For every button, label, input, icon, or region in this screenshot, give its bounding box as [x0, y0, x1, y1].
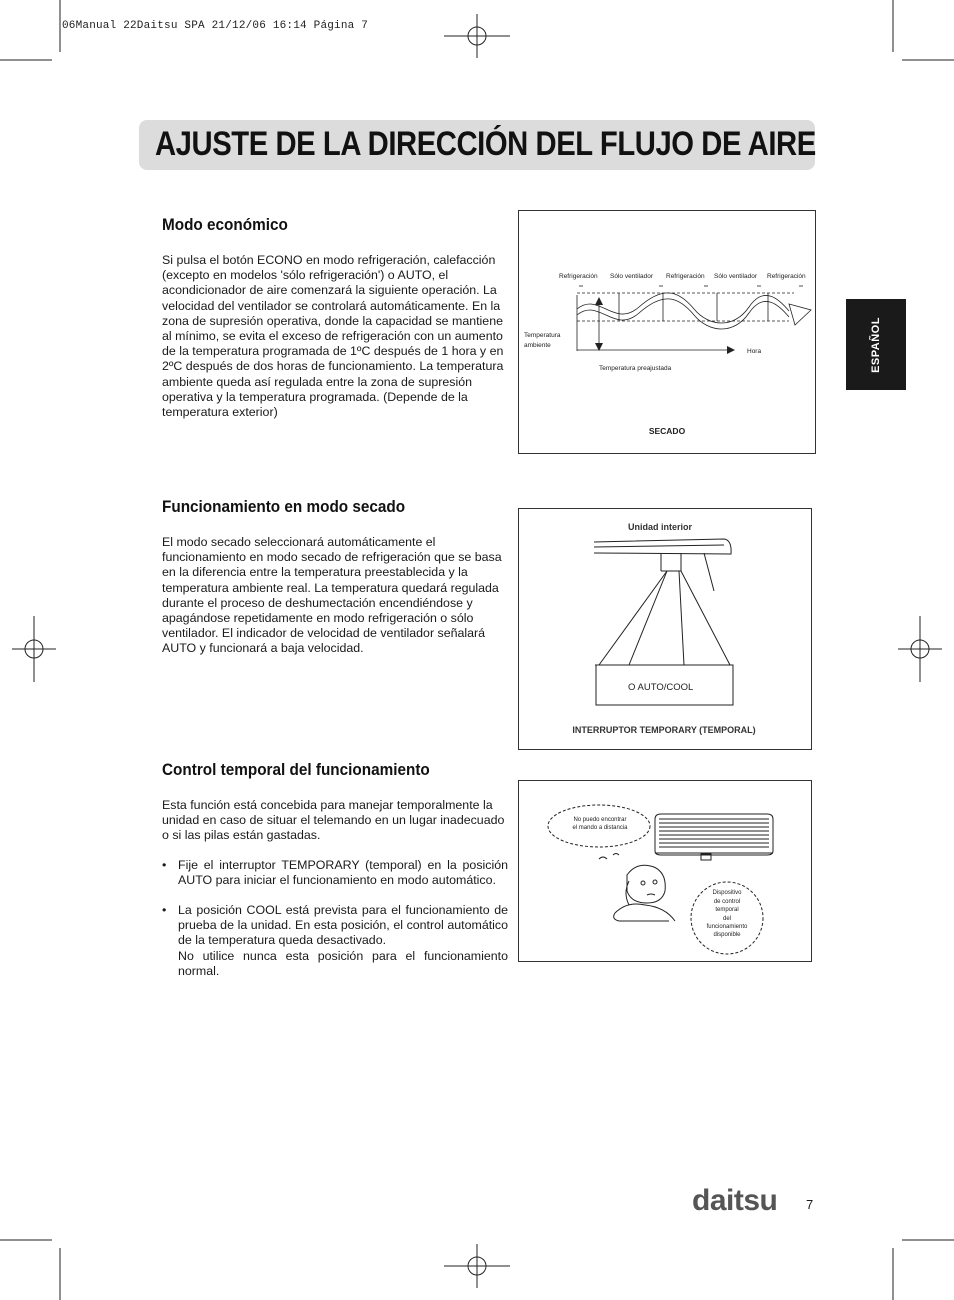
ambient-temp-label: ambiente	[524, 342, 551, 349]
ambient-temp-label: Temperatura	[524, 332, 561, 339]
mode-label: Refrigeración	[559, 273, 598, 280]
bubble-text: No puedo encontrar	[573, 817, 627, 823]
econo-paragraph: Si pulsa el botón ECONO en modo refrigeración, calefacción (excepto en modelos 'sólo refrigeración') o AUTO, el acondicionador de aire comenzará la siguiente operación. La velocidad del ventilador se controlará automáticamente. En la zona de supresión operativa, donde la capacidad se mantiene al mínimo, se evita el exceso de refrigeración con un aumento de la temperatura programada de 1ºC después de 1 hora y en 2ºC después de dos horas de funcionamiento. La temperatura ambiente queda así regulada entre la zona de supresión operativa y la temperatura programada. (Depende de la temperatura exterior)	[162, 253, 504, 420]
person-icon	[599, 854, 675, 922]
section-text-econo	[162, 253, 510, 420]
brand-wordmark: daitsu	[692, 1185, 778, 1217]
bullet-dot: •	[162, 857, 167, 872]
figure-remote	[518, 780, 812, 962]
bullet-dot: •	[162, 903, 167, 918]
device-text: funcionamiento	[706, 924, 748, 930]
secado-paragraph: El modo secado seleccionará automáticamente el funcionamiento en modo secado de refrigeración que se basa en la diferencia entre la temperatura preestablecida y la temperatura ambiente real. La temperatura quedará regulada durante el proceso de deshumectación encendiéndose y apagándose repetidamente en modo refrigeración o sólo ventilador. El indicador de velocidad de ventilador señalará AUTO y funcionará a baja velocidad.	[162, 535, 502, 656]
device-text: de control	[713, 899, 741, 905]
mode-label: Sólo ventilador	[610, 273, 653, 280]
bubble-text: el mando a distancia	[572, 825, 628, 831]
section-heading-temporal: Control temporal del funcionamiento	[162, 760, 430, 779]
bullet-text: La posición COOL está prevista para el funcionamiento de prueba de la unidad. En esta posición, el control automático de la temperatura queda desactivado.	[178, 903, 508, 948]
remote-diagram	[519, 781, 811, 961]
figure-indoor-unit	[518, 508, 812, 750]
bullet-item	[162, 858, 508, 888]
mode-label: Sólo ventilador	[714, 273, 757, 280]
mode-label: Refrigeración	[767, 273, 806, 280]
mode-label: Refrigeración	[666, 273, 705, 280]
bullet-text: Fije el interruptor TEMPORARY (temporal) en la posición AUTO para iniciar el funcionamiento en modo automático.	[178, 857, 508, 887]
auto-cool-switch-label: O AUTO/COOL	[628, 682, 694, 693]
device-text: temporal	[715, 907, 739, 913]
figure-caption: SECADO	[648, 426, 686, 436]
print-slug-line: 06Manual 22Daitsu SPA 21/12/06 16:14 Página 7	[62, 20, 369, 32]
language-tab	[846, 299, 906, 390]
figure-secado	[518, 210, 816, 454]
section-heading-secado: Funcionamiento en modo secado	[162, 497, 406, 516]
language-tab-label: ESPAÑOL	[870, 316, 882, 373]
curve-group	[577, 286, 811, 351]
page-title: AJUSTE DE LA DIRECCIÓN DEL FLUJO DE AIRE	[155, 125, 816, 163]
secado-diagram	[519, 211, 815, 453]
section-heading-econo: Modo económico	[162, 215, 288, 234]
device-text: Dispositivo	[712, 890, 742, 896]
bullet-note: No utilice nunca esta posición para el funcionamiento normal.	[178, 948, 508, 978]
time-axis-label: Hora	[747, 348, 762, 355]
indoor-unit-label: Unidad interior	[627, 522, 693, 532]
title-bar	[139, 120, 815, 170]
page-number: 7	[806, 1197, 814, 1212]
indoor-unit-diagram	[519, 509, 811, 749]
device-text: del	[722, 916, 732, 922]
daitsu-logo	[690, 1185, 790, 1217]
figure-caption: INTERRUPTOR TEMPORARY (TEMPORAL)	[572, 725, 756, 735]
bullet-item	[162, 903, 508, 979]
section-text-secado	[162, 535, 510, 657]
air-conditioner-icon	[655, 814, 773, 860]
device-text: disponible	[713, 932, 741, 938]
temporal-paragraph: Esta función está concebida para manejar temporalmente la unidad en caso de situar el telemando en un lugar inadecuado o si las pilas están gastadas.	[162, 798, 505, 843]
preset-temp-label: Temperatura preajustada	[599, 365, 672, 372]
section-text-temporal	[162, 798, 508, 979]
